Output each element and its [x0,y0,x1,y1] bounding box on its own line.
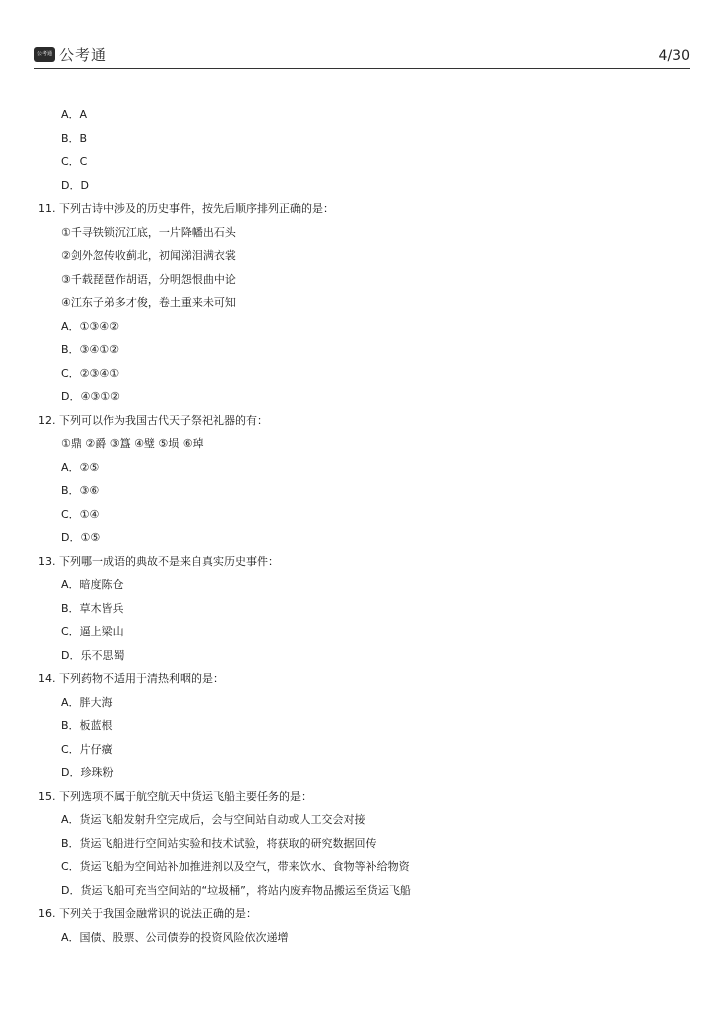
question-stem: 11. 下列古诗中涉及的历史事件，按先后顺序排列正确的是： [38,202,334,215]
option-line: A．国债、股票、公司债券的投资风险依次递增 [61,930,289,944]
option-line: ①千寻铁锁沉江底，一片降幡出石头 [61,225,236,239]
option-line: B．B [61,131,88,145]
question-stem: 14. 下列药物不适用于清热利咽的是： [38,672,224,685]
question-content [38,103,688,949]
option-line: A．胖大海 [61,695,113,709]
option-line: ②剑外忽传收蓟北，初闻涕泪满衣裳 [61,249,236,262]
option-line: B．③⑥ [61,484,100,497]
option-line: C．逼上梁山 [61,625,124,638]
question-stem: 13. 下列哪一成语的典故不是来自真实历史事件： [38,554,279,568]
option-line: B．货运飞船进行空间站实验和技术试验，将获取的研究数据回传 [61,836,377,850]
option-line: C．②③④① [61,366,120,380]
option-line: D．D [61,178,89,192]
brand-logo [34,44,107,64]
logo-text: 公考通 [59,45,108,64]
option-line: D．珍珠粉 [61,766,114,779]
question-stem: 16. 下列关于我国金融常识的说法正确的是： [38,907,257,920]
option-line: A．货运飞船发射升空完成后，会与空间站自动或人工交会对接 [61,813,366,826]
option-line: D．货运飞船可充当空间站的“垃圾桶”，将站内废弃物品搬运至货运飞船 [61,883,411,897]
option-line: A．①③④② [61,319,119,333]
option-line: B．板蓝根 [61,719,113,732]
option-line: A．②⑤ [61,460,100,474]
option-line: ③千载琵琶作胡语，分明怨恨曲中论 [61,272,236,286]
option-line: ④江东子弟多才俊，卷土重来未可知 [61,296,236,309]
option-line: C．片仔癀 [61,742,113,756]
option-line: D．④③①② [61,390,120,403]
page-number: 4/30 [658,48,690,64]
option-line: C．货运飞船为空间站补加推进剂以及空气，带来饮水、食物等补给物资 [61,860,410,873]
question-stem: 15. 下列选项不属于航空航天中货运飞船主要任务的是： [38,789,312,803]
option-line: ①鼎 ②爵 ③簋 ④璧 ⑤埙 ⑥琸 [61,437,204,450]
logo-badge-icon: 公考通 [34,47,55,62]
option-line: A．暗度陈仓 [61,578,124,591]
option-line: C．C [61,155,88,168]
option-line: D．①⑤ [61,531,101,544]
question-stem: 12. 下列可以作为我国古代天子祭祀礼器的有： [38,413,268,427]
option-line: A．A [61,108,88,121]
option-line: B．③④①② [61,343,119,356]
option-line: D．乐不思蜀 [61,648,125,662]
option-line: C．①④ [61,507,100,521]
page-header [34,42,690,69]
option-line: B．草木皆兵 [61,601,124,615]
